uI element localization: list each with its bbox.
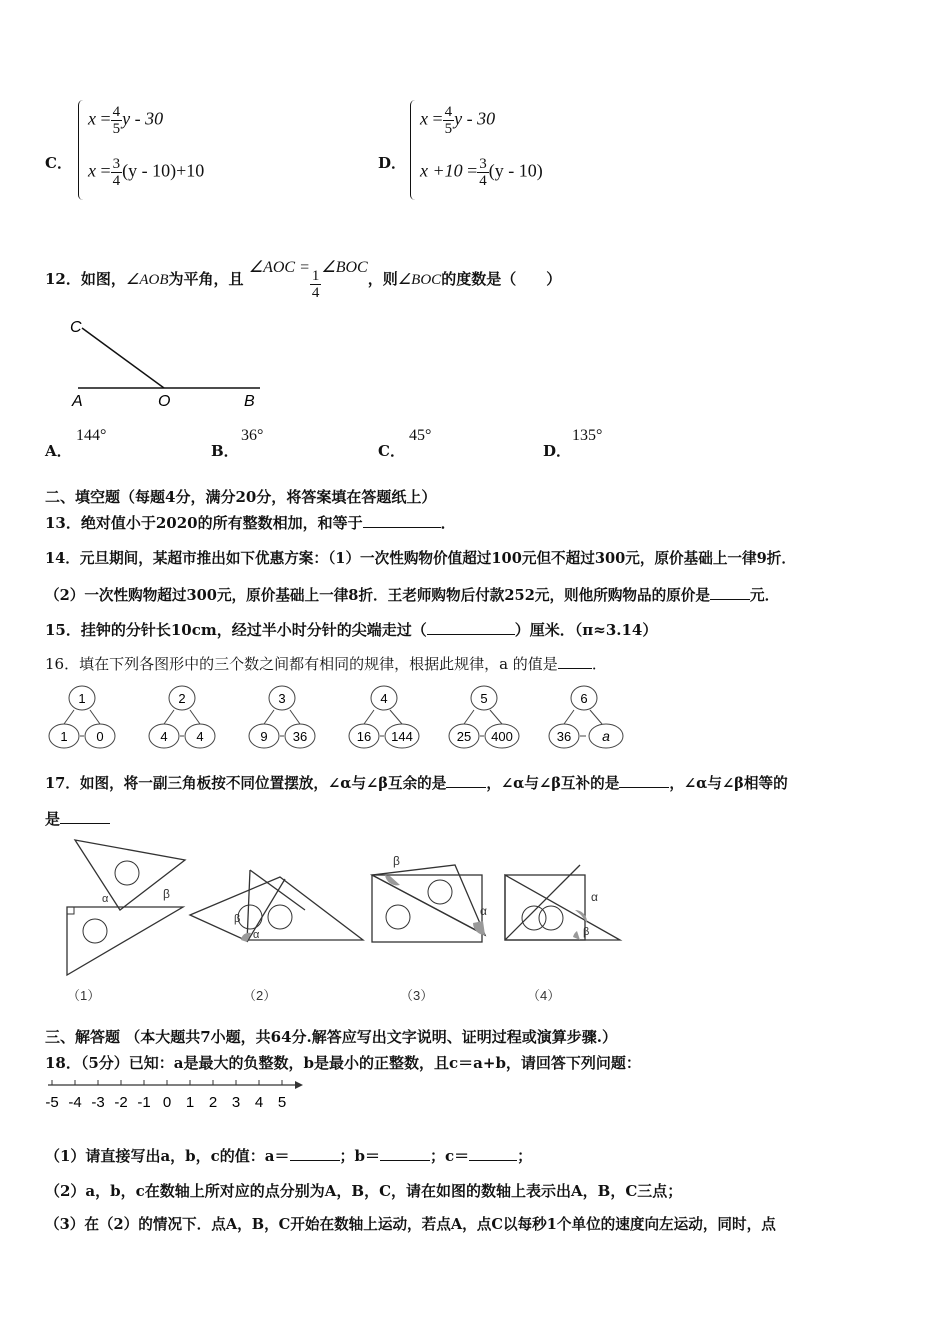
svg-text:（3）: （3） (400, 988, 434, 1003)
option-d-eq1: x = $\frac{4}{5}$ y - 30 (420, 104, 496, 137)
label-b: B (244, 393, 255, 410)
option-c-label: C． (45, 154, 72, 172)
svg-text:4: 4 (380, 691, 388, 706)
option-c-eq1: x = $\frac{4}{5}$ y - 30 (88, 104, 164, 137)
q12-option-a-value: 144° (76, 427, 107, 444)
q12-option-c-label: C． (378, 442, 405, 460)
q18-text: 18．（5分）已知：a是最大的负整数，b是最小的正整数，且c＝a+b，请回答下列问题： (45, 1054, 641, 1072)
number-line-label: -1 (137, 1094, 151, 1111)
answer-c-blank[interactable] (469, 1146, 517, 1161)
svg-text:4: 4 (196, 729, 204, 744)
svg-text:36: 36 (292, 729, 308, 744)
number-line-label: 2 (208, 1094, 218, 1111)
svg-text:16: 16 (356, 729, 372, 744)
option-d-label: D． (378, 154, 407, 172)
svg-text:36: 36 (556, 729, 572, 744)
label-c: C (70, 319, 82, 336)
svg-text:400: 400 (491, 729, 513, 744)
q17-figure-1 (67, 840, 185, 1003)
answer-a-blank[interactable] (290, 1146, 340, 1161)
q14-line1: 14．元旦期间，某超市推出如下优惠方案：（1）一次性购物价值超过100元但不超过300元，原价基础上一律9折． (45, 550, 796, 567)
q17-figure-2 (190, 870, 363, 1003)
svg-text:（4）: （4） (527, 988, 561, 1003)
svg-text:β: β (583, 926, 590, 938)
q17-figure-4 (505, 865, 620, 1003)
svg-text:a: a (602, 728, 610, 744)
number-line-label: 3 (231, 1094, 241, 1111)
number-line-label: -4 (68, 1094, 82, 1111)
q17-blank-complementary[interactable] (446, 773, 486, 788)
q18-part1: （1）请直接写出a，b，c的值：a＝ ；b＝ ；c＝ ； (45, 1147, 533, 1165)
q12-option-d-value: 135° (572, 427, 603, 444)
svg-text:1: 1 (60, 729, 68, 744)
q12-text: 12．如图，∠AOB为平角，且 ∠AOC = $\frac{1}{4}$ ∠BOC，则∠BOC的度数是（ ） (45, 259, 562, 301)
number-line-label: 5 (277, 1094, 287, 1111)
q16-figures (44, 684, 634, 754)
svg-text:2: 2 (178, 691, 186, 706)
section-3-heading: 三、解答题 （本大题共7小题，共64分.解答应写出文字说明、证明过程或演算步骤.） (45, 1028, 617, 1046)
q12-option-b-value: 36° (241, 427, 264, 444)
number-line-label: -3 (91, 1094, 105, 1111)
number-line-label: 0 (162, 1094, 172, 1111)
number-line-label: 1 (185, 1094, 195, 1111)
svg-text:（2）: （2） (243, 988, 277, 1003)
svg-text:5: 5 (480, 691, 488, 706)
svg-text:9: 9 (260, 729, 268, 744)
q14-line2: （2）一次性购物超过300元，原价基础上一律8折．王老师购物后付款252元，则他所购物品的原价是 元． (45, 587, 780, 604)
q12-option-c-value: 45° (409, 427, 432, 444)
q13-text: 13．绝对值小于2020的所有整数相加，和等于 ． (45, 514, 456, 532)
svg-text:25: 25 (456, 729, 472, 744)
option-d-eq2: x +10 = $\frac{3}{4}$ (y - 10) (420, 156, 543, 189)
svg-text:144: 144 (391, 729, 413, 744)
q12-angle-figure (60, 310, 280, 410)
q16-answer-blank[interactable] (558, 654, 592, 669)
svg-text:β: β (393, 854, 400, 868)
q17-line2: 是 (45, 808, 110, 829)
answer-b-blank[interactable] (380, 1146, 430, 1161)
svg-text:β: β (234, 913, 241, 925)
svg-text:α: α (480, 904, 487, 918)
number-line-label: 4 (254, 1094, 264, 1111)
q14-answer-blank[interactable] (710, 585, 750, 600)
svg-text:β: β (163, 887, 170, 901)
svg-text:α: α (591, 890, 598, 904)
q17-line1: 17．如图，将一副三角板按不同位置摆放，∠α与∠β互余的是 ，∠α与∠β互补的是 ，∠α与∠β相等的 (45, 775, 788, 792)
q12-option-a-label: A． (45, 442, 72, 460)
q16-figure-4 (349, 686, 419, 748)
label-a: A (72, 393, 83, 410)
q16-figure-1 (49, 686, 115, 748)
q17-blank-equal[interactable] (60, 809, 110, 824)
q13-answer-blank[interactable] (363, 513, 441, 528)
q18-part3: （3）在（2）的情况下．点A，B，C开始在数轴上运动，若点A，点C以每秒1个单位的速度向左运动，同时，点 (45, 1216, 776, 1233)
svg-text:α: α (102, 893, 109, 905)
q18-part2: （2）a，b，c在数轴上所对应的点分别为A，B，C，请在如图的数轴上表示出A，B，C三点； (45, 1182, 683, 1200)
option-d-brace (410, 100, 415, 200)
ray-oc (82, 328, 164, 388)
q12-option-b-label: B． (211, 442, 239, 460)
option-c-eq2: x = $\frac{3}{4}$ (y - 10)+10 (88, 156, 205, 189)
q15-text: 15．挂钟的分针长10cm，经过半小时分针的尖端走过（ ）厘米．（π≈3.14） (45, 621, 658, 639)
svg-text:α: α (253, 929, 260, 941)
svg-text:3: 3 (278, 691, 286, 706)
q16-figure-3 (249, 686, 315, 748)
number-line (40, 1075, 310, 1115)
section-2-heading: 二、填空题（每题4分，满分20分，将答案填在答题纸上） (45, 488, 437, 506)
number-line-label: -2 (114, 1094, 128, 1111)
svg-text:（1）: （1） (67, 988, 101, 1003)
svg-text:1: 1 (78, 691, 86, 706)
number-line-label: -5 (45, 1094, 59, 1111)
q16-figure-2 (149, 686, 215, 748)
label-o: O (158, 393, 171, 410)
q15-answer-blank[interactable] (427, 620, 515, 635)
q17-blank-supplementary[interactable] (619, 773, 669, 788)
q12-option-d-label: D． (543, 442, 572, 460)
q16-figure-5 (449, 686, 519, 748)
svg-text:6: 6 (580, 691, 588, 706)
q16-text: 16．填在下列各图形中的三个数之间都有相同的规律，根据此规律，a 的值是 ． (45, 655, 607, 673)
svg-text:4: 4 (160, 729, 168, 744)
svg-text:0: 0 (96, 729, 104, 744)
q17-triangle-figures (55, 835, 635, 1010)
q16-figure-6 (549, 686, 623, 748)
q17-figure-3 (372, 854, 487, 1003)
option-c-brace (78, 100, 83, 200)
